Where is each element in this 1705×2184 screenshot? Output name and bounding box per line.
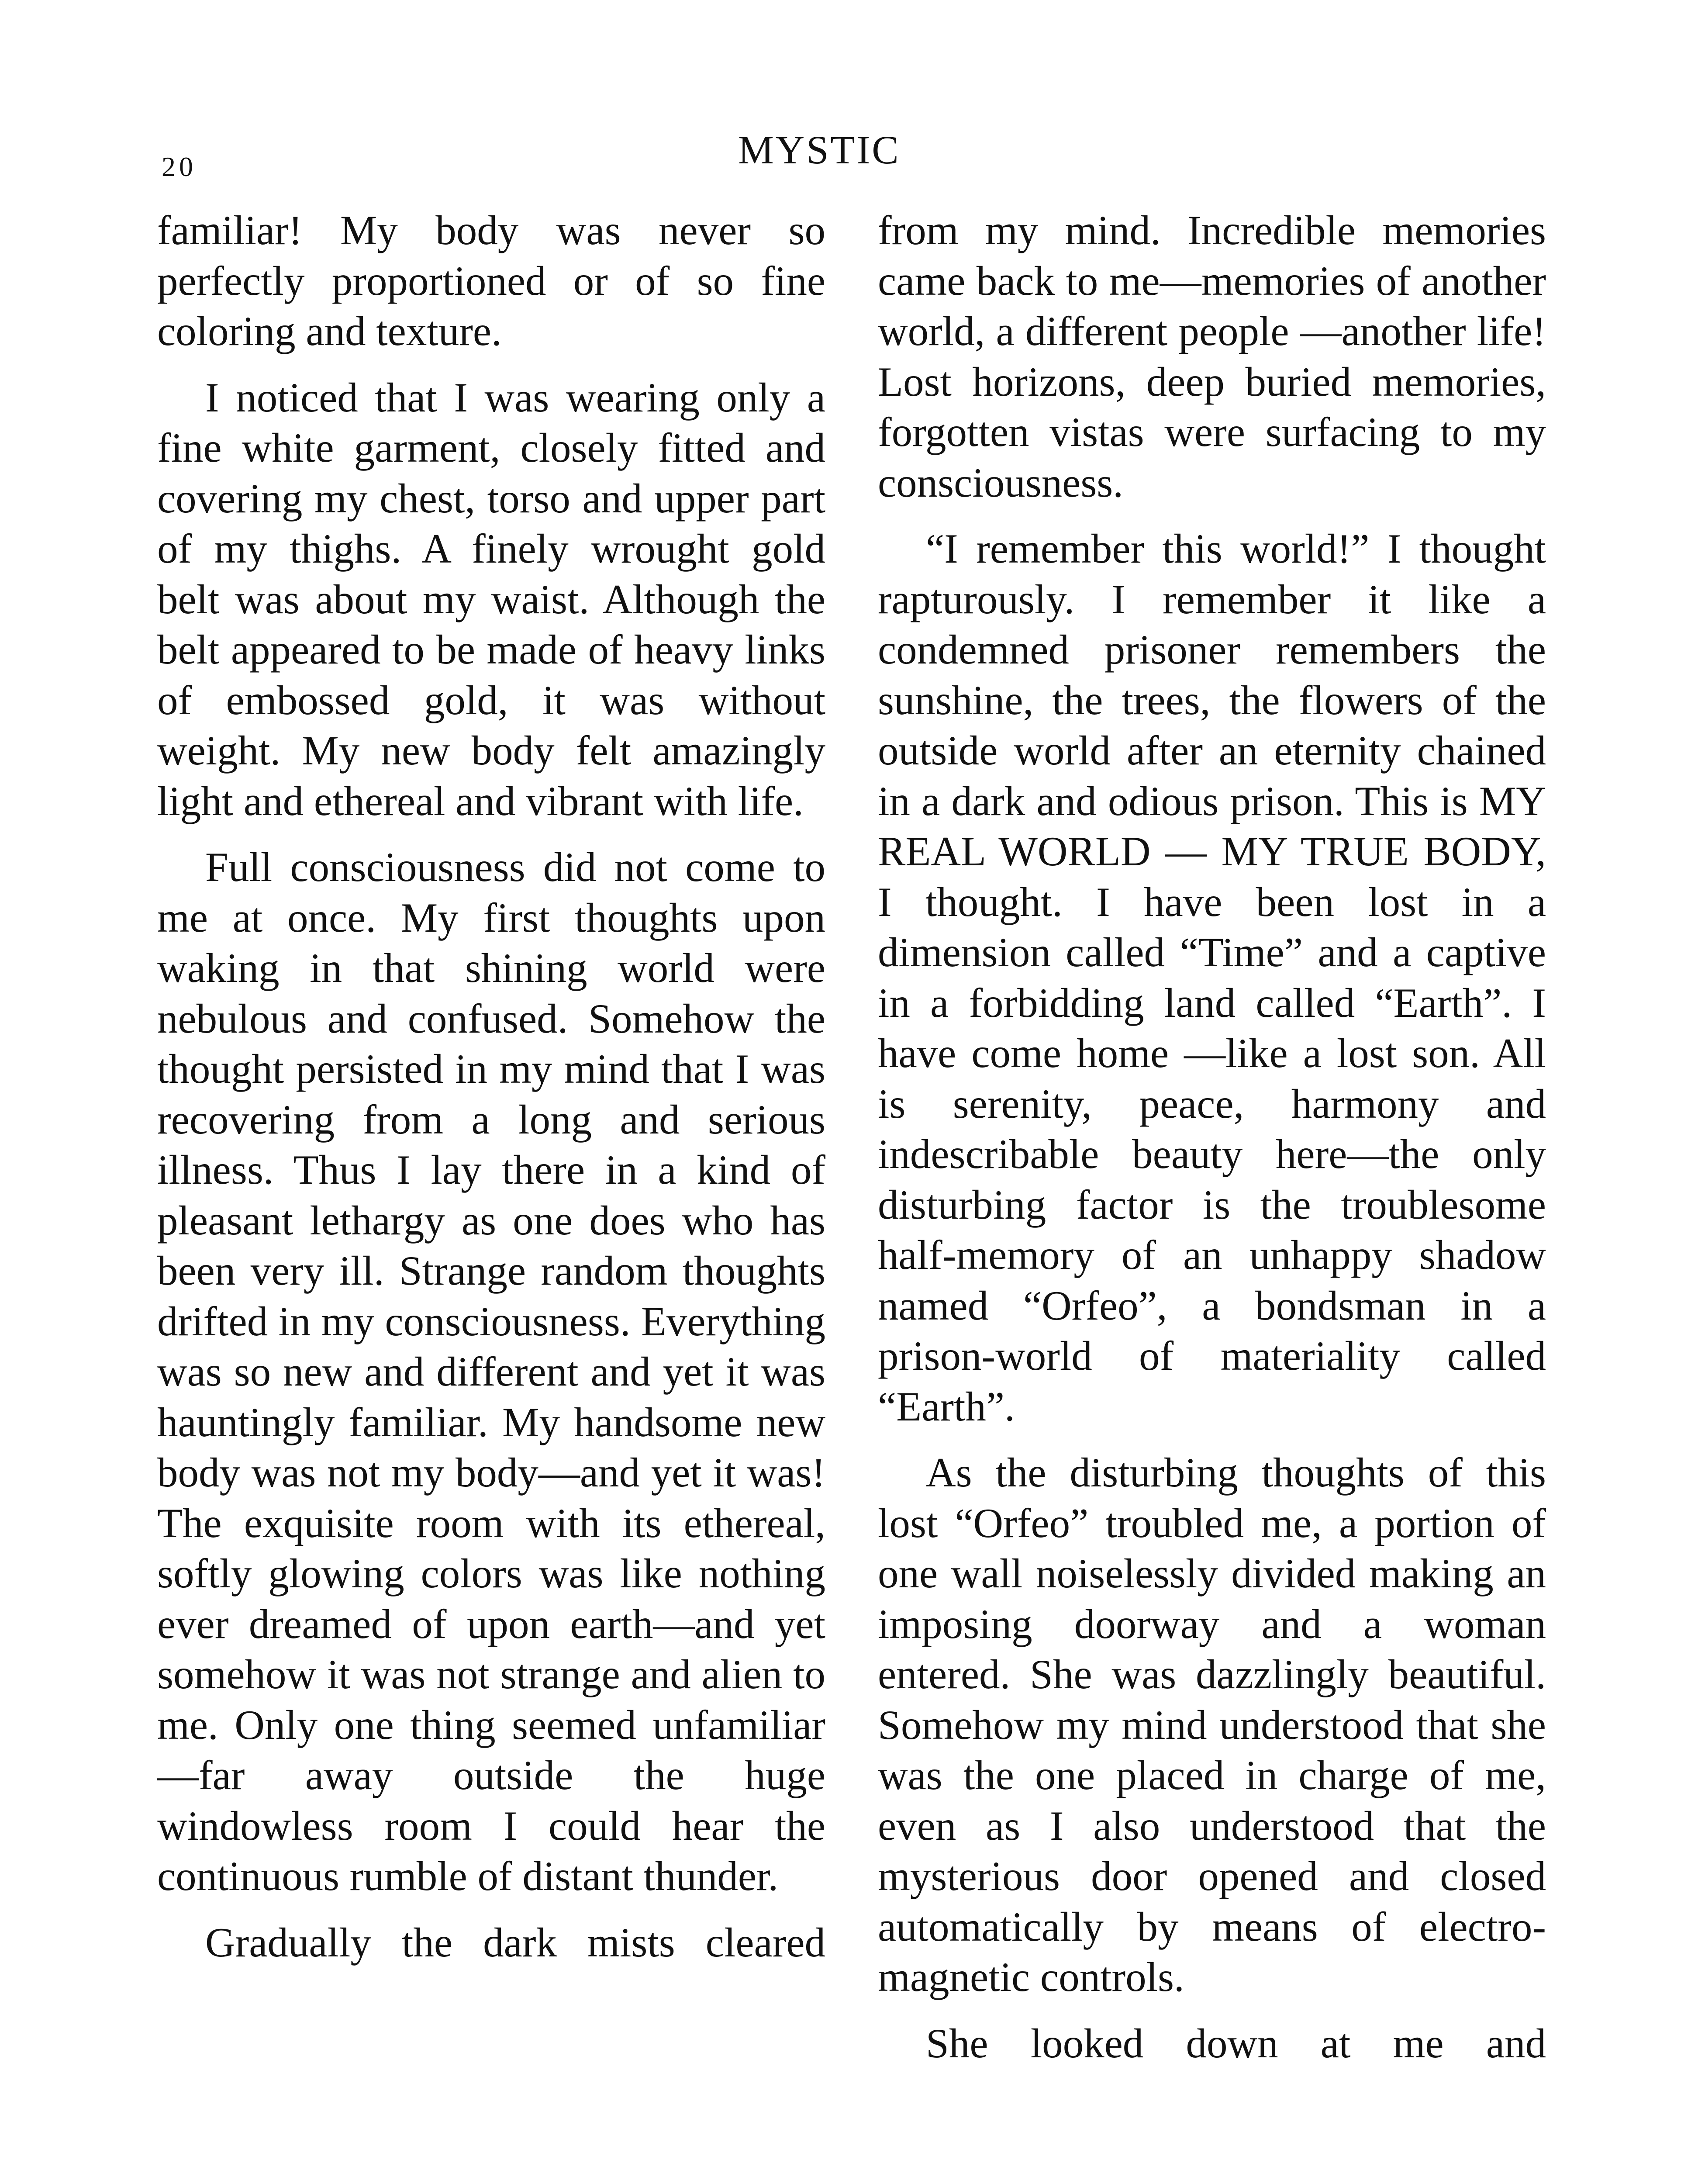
paragraph: familiar! My body was never so perfectly proportioned or of so fine coloring and texture. bbox=[157, 207, 825, 354]
paragraph: I noticed that I was wearing only a fine white garment, closely fitted and covering my chest, torso and upper part of my thighs. A finely wrought gold belt was about my waist. Although the belt appeared to be made of heavy links of embossed gold, it was without weight. My new body felt amazingly light and ethereal and vibrant with life. bbox=[157, 374, 825, 824]
paragraph: Gradually the dark mists cleared bbox=[205, 1919, 825, 1966]
paragraph: “I remember this world!” I thought rapturously. I remember it like a condemned prisoner remembers the sunshine, the trees, the flowers of the outside world after an eternity chained in a dark and odious prison. This is MY REAL WORLD — MY TRUE BODY, I thought. I have been lost in a dimension called “Time” and a captive in a forbidding land called “Earth”. I have come home —like a lost son. All is serenity, peace, harmony and indescribable beauty here—the only disturbing factor is the troublesome half-memory of an unhappy shadow named “Orfeo”, a bondsman in a prison-world of materiality called “Earth”. bbox=[878, 525, 1546, 1430]
paragraph: Full consciousness did not come to me at once. My first thoughts upon waking in that shining world were nebulous and confused. Somehow the thought persisted in my mind that I was recovering from a long and serious illness. Thus I lay there in a kind of pleasant lethargy as one does who has been very ill. Strange random thoughts drifted in my consciousness. Everything was so new and different and yet it was hauntingly familiar. My handsome new body was not my body—and yet it was! The exquisite room with its ethereal, softly glowing colors was like nothing ever dreamed of upon earth—and yet somehow it was not strange and alien to me. Only one thing seemed unfamiliar—far away outside the huge windowless room I could hear the continuous rumble of distant thunder. bbox=[157, 844, 825, 1899]
right-column bbox=[878, 205, 1546, 2069]
page-number: 20 bbox=[162, 151, 197, 182]
paragraph: She looked down at me and bbox=[926, 2020, 1546, 2067]
paragraph: from my mind. Incredible memories came back to me—memories of another world, a different people —another life! Lost horizons, deep buried memories, forgotten vistas were surfacing to my consciousness. bbox=[878, 207, 1546, 506]
running-title: MYSTIC bbox=[738, 128, 901, 172]
left-column bbox=[157, 205, 825, 1968]
paragraph: As the disturbing thoughts of this lost “Orfeo” troubled me, a portion of one wall noiselessly divided making an imposing doorway and a woman entered. She was dazzlingly beautiful. Somehow my mind understood that she was the one placed in charge of me, even as I also understood that the mysterious door opened and closed automatically by means of electro-magnetic controls. bbox=[878, 1449, 1546, 2000]
